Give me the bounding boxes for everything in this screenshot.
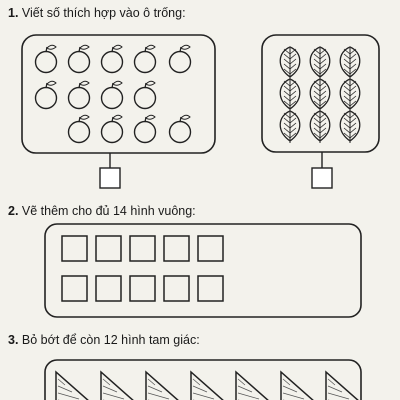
orange-icon: [102, 115, 123, 142]
leaf-icon: [280, 79, 300, 111]
triangles-group: [56, 372, 360, 400]
exercise-3-number: 3.: [8, 333, 19, 347]
exercise-1-number: 1.: [8, 6, 19, 20]
leaf-icon: [340, 111, 360, 143]
triangle-shape: [281, 372, 315, 400]
leaf-icon: [340, 47, 360, 79]
triangle-shape: [101, 372, 135, 400]
square-shape: [62, 236, 87, 261]
triangle-shape: [191, 372, 225, 400]
exercise-1-instruction: Viết số thích hợp vào ô trống:: [21, 6, 186, 20]
exercise-2-number: 2.: [8, 204, 19, 218]
triangle-shape: [56, 372, 90, 400]
orange-icon: [170, 115, 191, 142]
orange-icon: [69, 45, 90, 72]
leaf-icon: [310, 47, 330, 79]
square-shape: [198, 236, 223, 261]
orange-icon: [135, 81, 156, 108]
leaf-icon: [280, 111, 300, 143]
orange-icon: [135, 115, 156, 142]
leaf-icon: [310, 79, 330, 111]
square-shape: [164, 236, 189, 261]
orange-icon: [69, 115, 90, 142]
oranges-group: [36, 45, 191, 142]
exercise-3-instruction: Bỏ bớt để còn 12 hình tam giác:: [21, 333, 200, 347]
orange-icon: [102, 81, 123, 108]
squares-frame: [45, 224, 361, 317]
leaf-icon: [280, 47, 300, 79]
square-shape: [130, 276, 155, 301]
square-shape: [164, 276, 189, 301]
exercise-2-instruction: Vẽ thêm cho đủ 14 hình vuông:: [21, 204, 196, 218]
triangle-shape: [146, 372, 180, 400]
leaves-answer-box[interactable]: [312, 168, 332, 188]
leaves-group: [280, 47, 360, 143]
square-shape: [96, 236, 121, 261]
square-shape: [96, 276, 121, 301]
square-shape: [198, 276, 223, 301]
squares-group: [62, 236, 223, 301]
triangle-shape: [326, 372, 360, 400]
triangles-frame: [45, 360, 361, 400]
leaf-icon: [340, 79, 360, 111]
square-shape: [62, 276, 87, 301]
orange-icon: [69, 81, 90, 108]
orange-icon: [102, 45, 123, 72]
orange-icon: [135, 45, 156, 72]
orange-icon: [36, 45, 57, 72]
triangle-shape: [236, 372, 270, 400]
oranges-answer-box[interactable]: [100, 168, 120, 188]
orange-icon: [36, 81, 57, 108]
orange-icon: [170, 45, 191, 72]
leaf-icon: [310, 111, 330, 143]
square-shape: [130, 236, 155, 261]
